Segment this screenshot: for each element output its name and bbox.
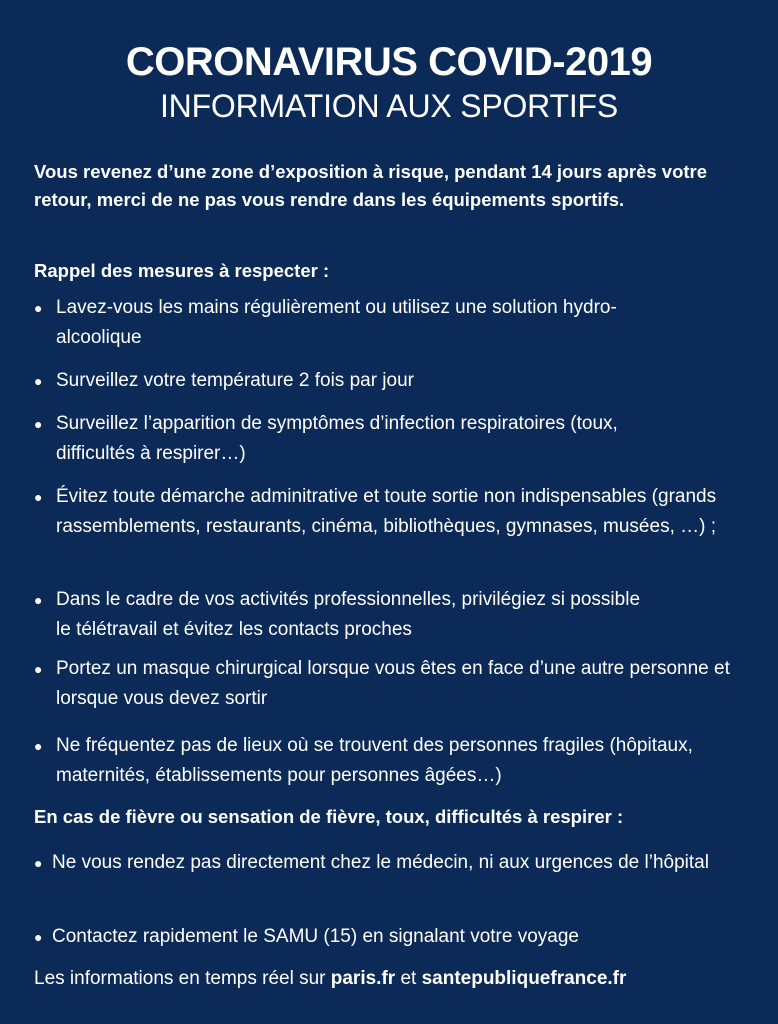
list-item-text: Surveillez votre température 2 fois par jour <box>56 370 414 391</box>
list-item <box>34 731 754 791</box>
bullet-icon: ● <box>34 929 43 945</box>
footer-info <box>34 964 754 994</box>
bullet-icon: ● <box>34 416 43 432</box>
bullet-icon: ● <box>34 855 43 871</box>
bullet-icon: ● <box>34 489 43 505</box>
bullet-icon: ● <box>34 300 43 316</box>
list-item-text: Évitez toute démarche adminitrative et toute sortie non indispensables (grands rassemblements, restaurants, cinéma, bibliothèques, gymnases, musées, …) ; <box>56 486 717 537</box>
list-item-text: Ne fréquentez pas de lieux où se trouvent des personnes fragiles (hôpitaux, maternités, établissements pour personnes âgées…) <box>56 735 693 786</box>
list-item <box>34 922 754 952</box>
bullet-icon: ● <box>34 592 43 608</box>
list-item-text: Ne vous rendez pas directement chez le médecin, ni aux urgences de l’hôpital <box>52 852 709 873</box>
footer-middle: et <box>395 968 422 989</box>
list-item-text: Portez un masque chirurgical lorsque vous êtes en face d’une autre personne et lorsque vous devez sortir <box>56 658 730 709</box>
list-item <box>34 848 754 878</box>
list-item-text: Lavez-vous les mains régulièrement ou utilisez une solution hydro-alcoolique <box>56 297 617 348</box>
intro-paragraph: Vous revenez d’une zone d’exposition à risque, pendant 14 jours après votre retour, merci de ne pas vous rendre dans les équipements sportifs. <box>34 161 708 210</box>
paris-link[interactable]: paris.fr <box>330 968 396 989</box>
fever-heading: En cas de fièvre ou sensation de fièvre, toux, difficultés à respirer : <box>34 806 624 827</box>
page-title: CORONAVIRUS COVID-2019 <box>125 40 653 84</box>
list-item <box>34 293 754 353</box>
footer-prefix: Les informations en temps réel sur <box>34 968 331 989</box>
list-item <box>34 366 754 396</box>
list-item-text: Dans le cadre de vos activités professionnelles, privilégiez si possible le télétravail et évitez les contacts proches <box>56 589 641 640</box>
bullet-icon: ● <box>34 373 43 389</box>
list-item <box>34 482 754 542</box>
list-item-text: Contactez rapidement le SAMU (15) en signalant votre voyage <box>52 926 579 947</box>
bullet-icon: ● <box>34 738 43 754</box>
list-item-text: Surveillez l’apparition de symptômes d’infection respiratoires (toux, difficultés à respirer…) <box>56 413 618 464</box>
measures-heading: Rappel des mesures à respecter : <box>34 260 330 281</box>
list-item <box>34 585 754 645</box>
list-item <box>34 654 754 714</box>
bullet-icon: ● <box>34 661 43 677</box>
list-item <box>34 409 754 469</box>
page-subtitle: INFORMATION AUX SPORTIFS <box>159 88 619 124</box>
santepublique-link[interactable]: santepubliquefrance.fr <box>421 968 627 989</box>
